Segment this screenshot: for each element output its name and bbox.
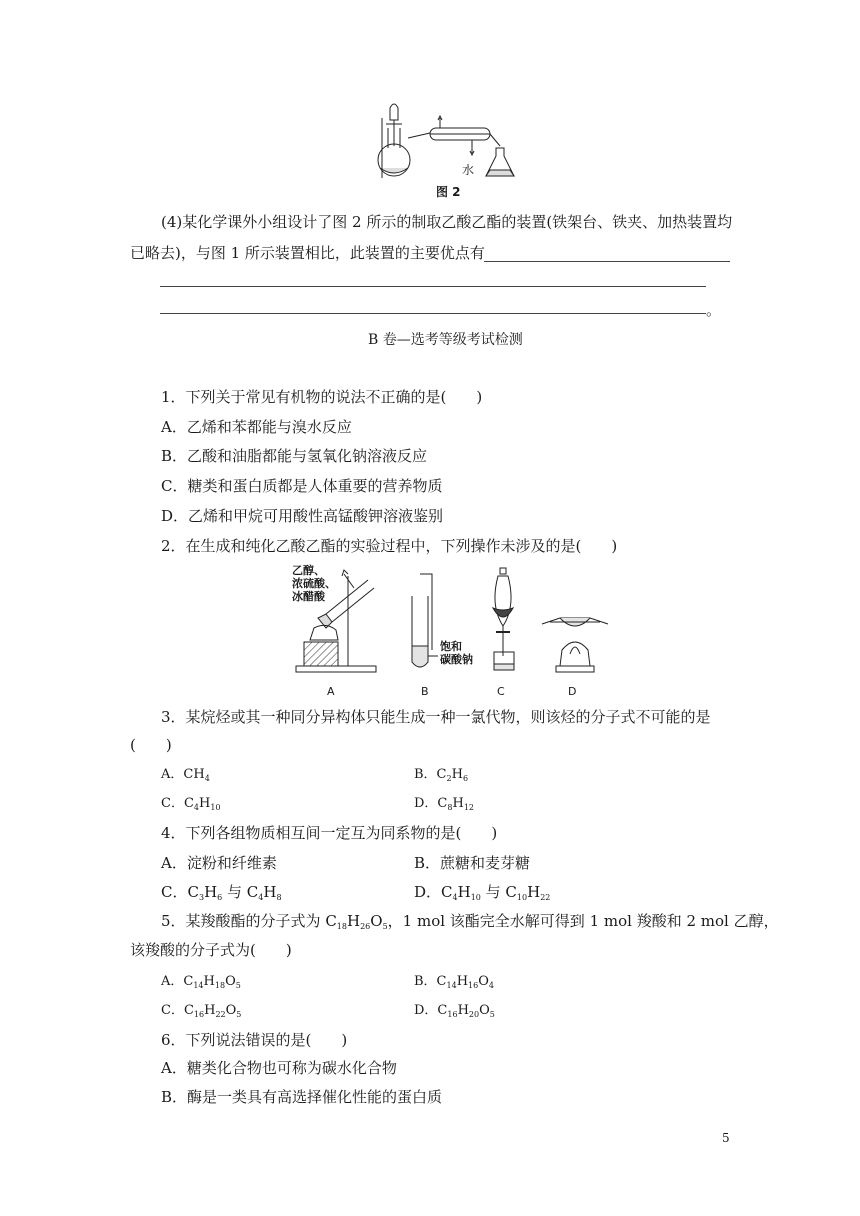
q5-option-c: C．$C_{16}H_{22}O_5$ — [161, 1003, 242, 1019]
q5-option-b: B．$C_{14}H_{16}O_4$ — [414, 974, 494, 990]
figC-letter: C — [497, 685, 505, 698]
q5-option-a: A．$C_{14}H_{18}O_5$ — [161, 974, 241, 990]
figA-label-1: 乙醇、 — [292, 564, 325, 577]
figA-letter: A — [327, 685, 335, 698]
q1-option-a: A．乙烯和苯都能与溴水反应 — [161, 418, 352, 436]
q6-option-b: B．酶是一类具有高选择催化性能的蛋白质 — [161, 1088, 443, 1106]
q4-end-mark: 。 — [706, 301, 722, 319]
q3-option-c: C．$C_4H_{10}$ — [161, 796, 221, 812]
q4-line2: 已略去)，与图 1 所示装置相比，此装置的主要优点有 — [130, 244, 485, 262]
water-label: 水 — [462, 163, 475, 177]
figure-caption: 图 2 — [436, 185, 461, 199]
figA-label-3: 冰醋酸 — [292, 590, 325, 603]
q3-option-a: A．$CH_4$ — [161, 767, 210, 783]
figure-2-apparatus — [372, 98, 522, 188]
q4b-option-d: D．$C_4H_{10}$ 与 $C_{10}H_{22}$ — [414, 883, 551, 902]
q4b-option-a: A．淀粉和纤维素 — [161, 854, 277, 872]
answer-blank-3 — [160, 313, 706, 314]
figure-a-heating-apparatus — [296, 566, 386, 676]
q1-option-d: D．乙烯和甲烷可用酸性高锰酸钾溶液鉴别 — [161, 507, 444, 525]
q4-line1: (4)某化学课外小组设计了图 2 所示的制取乙酸乙酯的装置(铁架台、铁夹、加热装置均 — [161, 213, 733, 231]
q4b-option-c: C．$C_3H_6$ 与 $C_4H_8$ — [161, 883, 282, 902]
q1-option-b: B．乙酸和油脂都能与氢氧化钠溶液反应 — [161, 447, 428, 465]
figB-letter: B — [421, 685, 429, 698]
figure-d-evaporating-dish — [540, 604, 610, 676]
q4b-option-b: B．蔗糖和麦芽糖 — [414, 854, 531, 872]
q5-stem-line2: 该羧酸的分子式为( ) — [130, 941, 292, 959]
q6-stem: 6．下列说法错误的是( ) — [161, 1031, 348, 1049]
q3-stem-line1: 3．某烷烃或其一种同分异构体只能生成一种一氯代物，则该烃的分子式不可能的是 — [161, 708, 711, 726]
q5-stem-line1: 5．某羧酸酯的分子式为 $C_{18}H_{26}O_5$，1 mol 该酯完全水解可得到 1 mol 羧酸和 2 mol 乙醇， — [161, 912, 779, 931]
figB-label-2: 碳酸钠 — [440, 653, 473, 666]
q6-option-a: A．糖类化合物也可称为碳水化合物 — [161, 1059, 397, 1077]
q1-stem: 1．下列关于常见有机物的说法不正确的是( ) — [161, 388, 483, 406]
figD-letter: D — [568, 685, 577, 698]
figB-label-1: 饱和 — [440, 640, 462, 653]
q3-option-d: D．$C_8H_{12}$ — [414, 796, 474, 812]
answer-blank-1 — [484, 261, 730, 262]
figure-c-separatory-funnel — [484, 566, 524, 676]
q3-stem-line2: ( ) — [130, 736, 172, 754]
q4b-stem: 4．下列各组物质相互间一定互为同系物的是( ) — [161, 824, 498, 842]
q1-option-c: C．糖类和蛋白质都是人体重要的营养物质 — [161, 477, 443, 495]
figA-label-2: 浓硫酸、 — [292, 577, 336, 590]
q5-option-d: D．$C_{16}H_{20}O_5$ — [414, 1003, 495, 1019]
q2-stem: 2．在生成和纯化乙酸乙酯的实验过程中，下列操作未涉及的是( ) — [161, 537, 618, 555]
section-title: B 卷—选考等级考试检测 — [368, 332, 523, 348]
answer-blank-2 — [160, 286, 706, 287]
page-number: 5 — [722, 1131, 730, 1145]
q3-option-b: B．$C_2H_6$ — [414, 767, 469, 783]
